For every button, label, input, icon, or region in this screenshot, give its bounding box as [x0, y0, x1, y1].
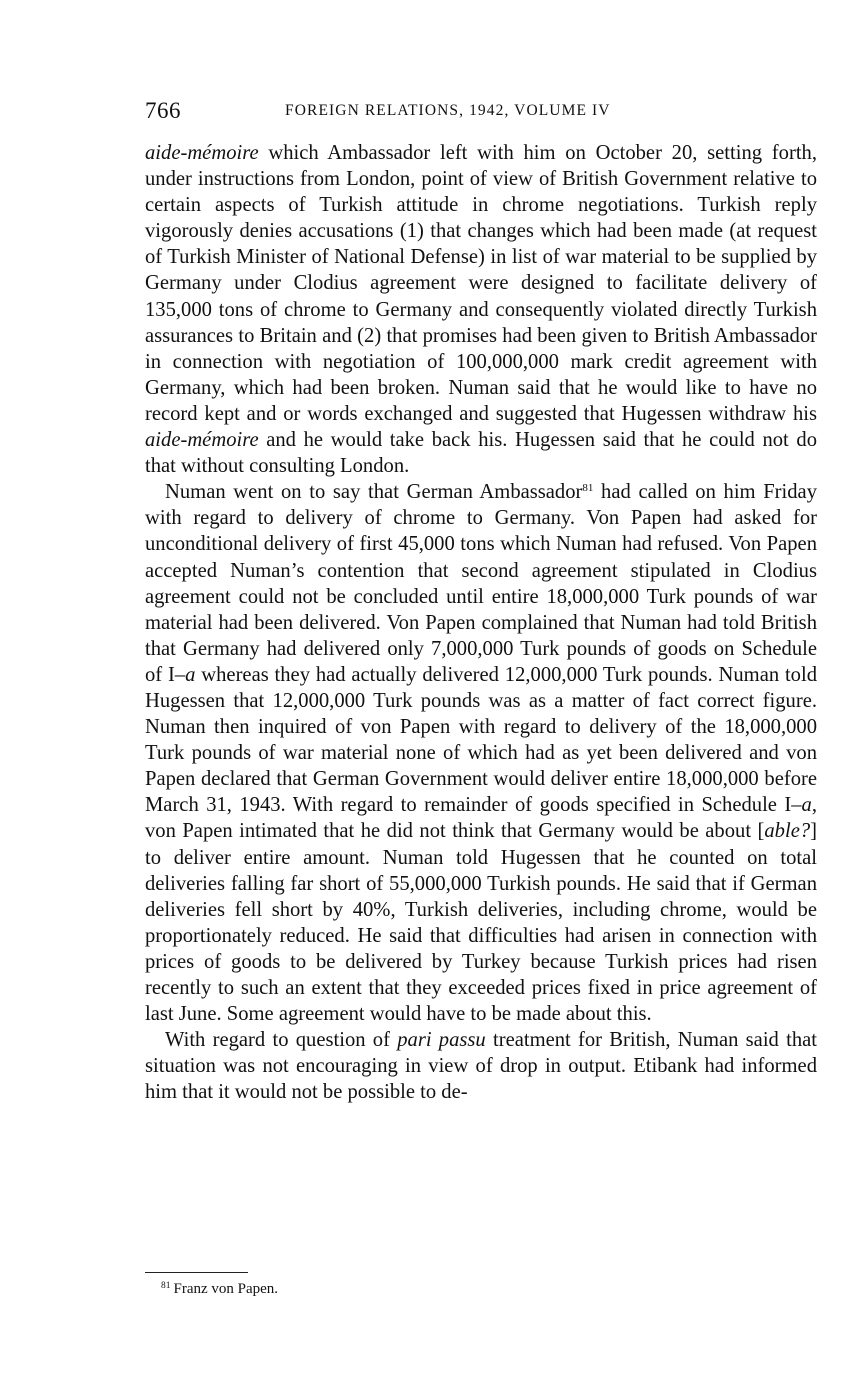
italic-term: able? — [764, 820, 811, 843]
page-header — [145, 98, 817, 126]
italic-term: aide-mémoire — [145, 429, 259, 452]
paragraph-text: With regard to question of — [165, 1029, 398, 1052]
paragraph-text: had called on him Friday with regard to delivery of chrome to Germany. Von Papen had asked for unconditional delivery of first 45,000 tons which Numan had refused. Von Papen accepted Numan’s contention that second agreement stipulated in Clodius agreement could not be concluded until entire 18,000,000 Turk pounds of war material had been delivered. Von Papen complained that Numan had told British that Germany had delivered only 7,000,000 Turk pounds of goods on Schedule of I– — [145, 481, 817, 686]
paragraph-text: , von Papen intimated that he did not think that Germany would be about [ — [145, 794, 817, 843]
italic-term: a — [185, 663, 196, 686]
running-head: FOREIGN RELATIONS, 1942, VOLUME IV — [285, 102, 611, 119]
footnote-mark: 81 — [161, 1281, 171, 1291]
paragraph-text: whereas they had actually delivered 12,000,000 Turk pounds. Numan told Hugessen that 12,000,000 Turk pounds was as a matter of fact correct figure. Numan then inquired of von Papen with regard to delivery of the 18,000,000 Turk pounds of war material none of which had as yet been delivered and von Papen declared that German Government would deliver entire 18,000,000 before March 31, 1943. With regard to remainder of goods specified in Schedule I– — [145, 663, 817, 817]
paragraph-2 — [145, 479, 817, 1027]
italic-term: aide-mémoire — [145, 142, 259, 164]
paragraph-text: which Ambassador left with him on October 20, setting forth, under instructions from London, point of view of British Government relative to certain aspects of Turkish attitude in chrome negotiations. Turkish reply vigorously denies accusations (1) that changes which had been made (at request of Turkish Minister of National Defense) in list of war material to be supplied by Germany under Clodius agreement were designed to facilitate delivery of 135,000 tons of chrome to Germany and consequently violated directly Turkish assurances to Britain and (2) that promises had been given to British Ambassador in connection with negotiation of 100,000,000 mark credit agreement with Germany, which had been broken. Numan said that he would like to have no record kept and or words exchanged and suggested that Hugessen withdraw his — [145, 142, 817, 425]
footnote-divider — [145, 1272, 248, 1273]
footnote-reference: 81 — [582, 482, 594, 495]
footnote-text: Franz von Papen. — [173, 1281, 279, 1297]
italic-term: a — [801, 794, 812, 817]
paragraph-text: and he would take back his. Hugessen said that he could not do that without consulting London. — [145, 429, 817, 478]
paragraph-text: Numan went on to say that German Ambassador — [165, 481, 583, 504]
italic-term: pari passu — [397, 1029, 486, 1052]
footnote — [161, 1280, 278, 1298]
paragraph-text: ] to deliver entire amount. Numan told Hugessen that he counted on total deliveries falling far short of 55,000,000 Turkish pounds. He said that if German deliveries fell short by 40%, Turkish deliveries, including chrome, would be proportionately reduced. He said that difficulties had arisen in connection with prices of goods to be delivered by Turkey because Turkish prices had risen recently to such an extent that they exceeded prices fixed in price agreement of last June. Some agreement would have to be made about this. — [145, 820, 817, 1026]
paragraph-1 — [145, 140, 817, 479]
page-number: 766 — [145, 98, 181, 123]
paragraph-text: treatment for British, Numan said that situation was not encouraging in view of drop in output. Etibank had informed him that it would not be possible to de- — [145, 1029, 817, 1104]
paragraph-3 — [145, 1027, 817, 1105]
body-text — [145, 140, 817, 1105]
